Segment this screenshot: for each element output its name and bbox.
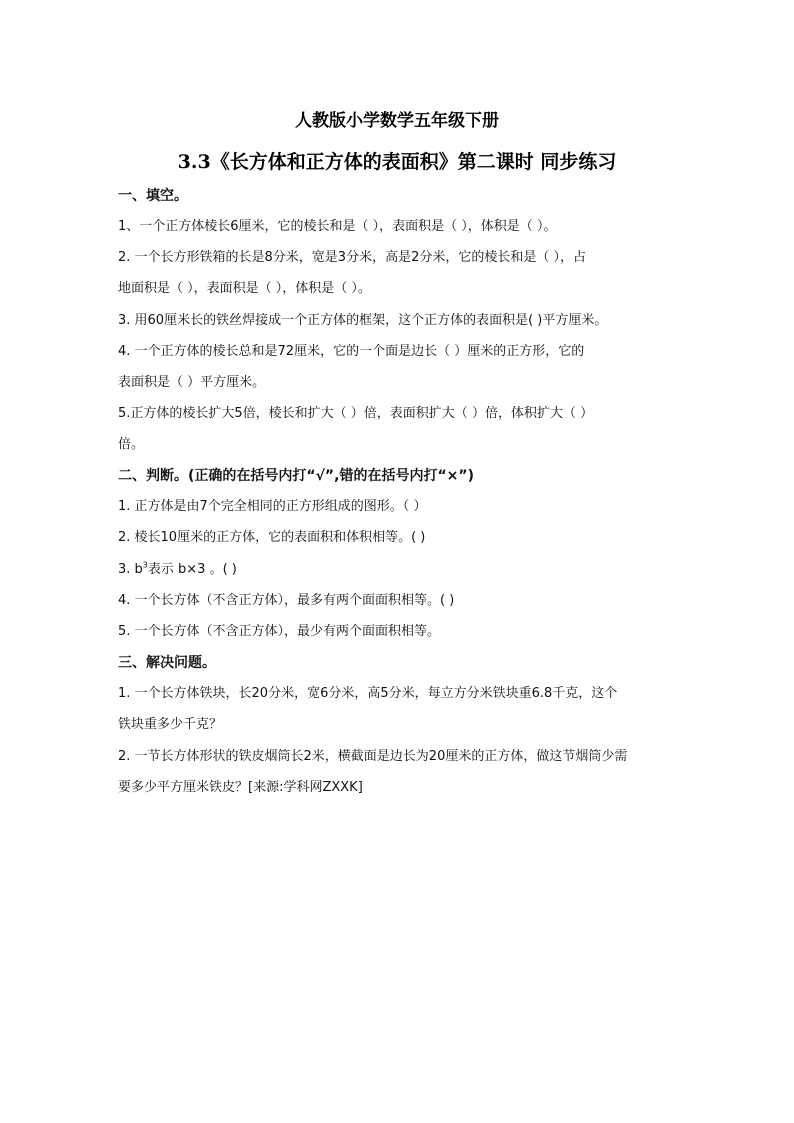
fill-question-5-line2: 倍。 [118,437,145,452]
judge-question-2: 2. 棱长10厘米的正方体，它的表面积和体积相等。( ) [118,530,426,545]
page-title: 人教版小学数学五年级下册 [295,111,499,131]
fill-question-1: 1、一个正方体棱长6厘米，它的棱长和是（ ），表面积是（ ），体积是（ ）。 [118,219,557,234]
judge-question-1: 1. 正方体是由7个完全相同的正方形组成的图形。（ ） [118,499,427,514]
judge-question-4: 4. 一个长方体（不含正方体），最多有两个面面积相等。( ) [118,593,455,608]
judge-question-3-rest: 表示 b×3 。( ) [147,562,237,577]
section3-heading: 三、解决问题。 [118,655,216,671]
fill-question-5-line1: 5.正方体的棱长扩大5倍，棱长和扩大（ ）倍，表面积扩大（ ）倍，体积扩大（ ） [118,406,594,421]
solve-question-2-line1: 2. 一节长方体形状的铁皮烟筒长2米，横截面是边长为20厘米的正方体，做这节烟筒少需 [118,749,628,764]
fill-question-2-line2: 地面积是（ ），表面积是（ ），体积是（ ）。 [118,281,371,296]
judge-question-3-base: 3. b [118,562,143,577]
fill-question-4-line2: 表面积是（ ）平方厘米。 [118,375,266,390]
section2-heading: 二、判断。(正确的在括号内打“√”,错的在括号内打“×”) [118,468,474,484]
judge-question-3 [118,561,693,579]
solve-question-1-line1: 1. 一个长方体铁块，长20分米，宽6分米，高5分米，每立方分米铁块重6.8千克，这个 [118,686,618,701]
section1-heading: 一、填空。 [118,188,188,204]
solve-question-2-line2: 要多少平方厘米铁皮？[来源:学科网ZXXK] [118,780,363,795]
fill-question-3: 3. 用60厘米长的铁丝焊接成一个正方体的框架，这个正方体的表面积是( )平方厘米。 [118,313,608,328]
fill-question-4-line1: 4. 一个正方体的棱长总和是72厘米，它的一个面是边长（ ）厘米的正方形，它的 [118,344,585,359]
judge-question-3-exponent: 3 [142,560,148,570]
judge-question-5: 5. 一个长方体（不含正方体），最少有两个面面积相等。 [118,624,441,639]
solve-question-1-line2: 铁块重多少千克？ [118,717,223,732]
fill-question-2-line1: 2. 一个长方形铁箱的长是8分米，宽是3分米，高是2分米，它的棱长和是（ ），占 [118,250,586,265]
page-subtitle: 3.3《长方体和正方体的表面积》第二课时 同步练习 [177,151,617,173]
